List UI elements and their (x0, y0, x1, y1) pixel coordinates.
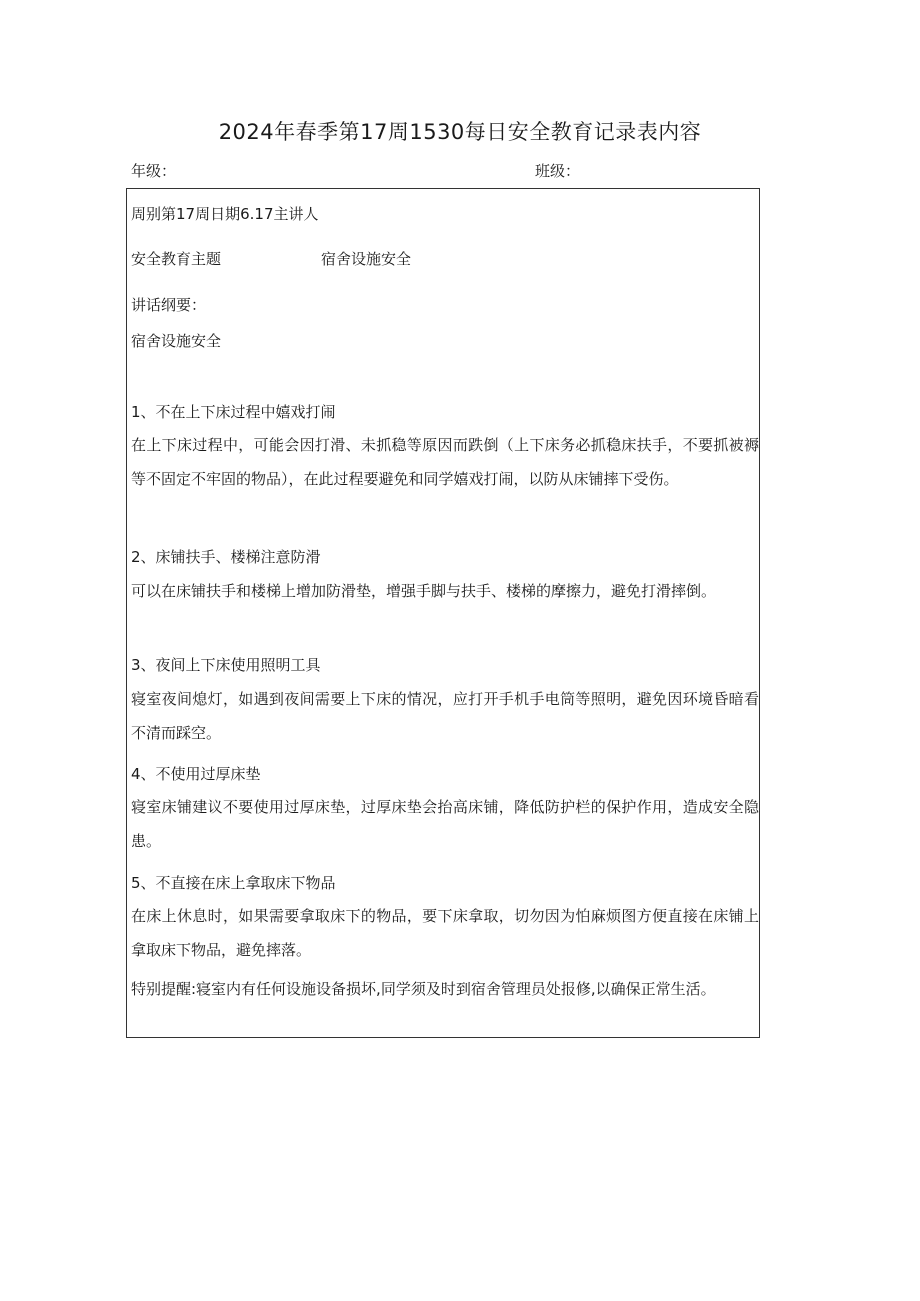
theme-row (131, 248, 751, 269)
item-heading-2: 2、床铺扶手、楼梯注意防滑 (131, 548, 321, 566)
page-title: 2024年春季第17周1530每日安全教育记录表内容 (218, 120, 702, 144)
item-heading-5: 5、不直接在床上拿取床下物品 (131, 874, 336, 892)
grade-label: 年级： (131, 162, 177, 180)
outline-label: 讲话纲要： (131, 296, 207, 314)
item-heading-1: 1、不在上下床过程中嬉戏打闹 (131, 403, 336, 421)
item-heading-4: 4、不使用过厚床垫 (131, 765, 261, 783)
item-heading-3: 3、夜间上下床使用照明工具 (131, 656, 321, 674)
week-date-speaker-line: 周别第17周日期6.17主讲人 (131, 205, 319, 223)
special-reminder: 特别提醒:寝室内有任何设施设备损坏,同学须及时到宿舍管理员处报修,以确保正常生活。 (131, 980, 716, 998)
theme-value: 宿舍设施安全 (321, 250, 412, 268)
outline-title: 宿舍设施安全 (131, 332, 222, 350)
item-body-4: 寝室床铺建议不要使用过厚床垫，过厚床垫会抬高床铺，降低防护栏的保护作用，造成安全隐患。 (131, 798, 759, 850)
item-body-1: 在上下床过程中，可能会因打滑、未抓稳等原因而跌倒（上下床务必抓稳床扶手，不要抓被褥等不固定不牢固的物品），在此过程要避免和同学嬉戏打闹，以防从床铺摔下受伤。 (131, 436, 759, 488)
class-label: 班级： (535, 162, 581, 180)
item-body-5: 在床上休息时，如果需要拿取床下的物品，要下床拿取，切勿因为怕麻烦图方便直接在床铺上拿取床下物品，避免摔落。 (131, 907, 759, 959)
item-body-2: 可以在床铺扶手和楼梯上增加防滑垫，增强手脚与扶手、楼梯的摩擦力，避免打滑摔倒。 (131, 582, 717, 600)
record-table (126, 188, 760, 1038)
item-body-3: 寝室夜间熄灯，如遇到夜间需要上下床的情况，应打开手机手电筒等照明，避免因环境昏暗看不清而踩空。 (131, 690, 759, 742)
theme-label: 安全教育主题 (131, 250, 222, 268)
